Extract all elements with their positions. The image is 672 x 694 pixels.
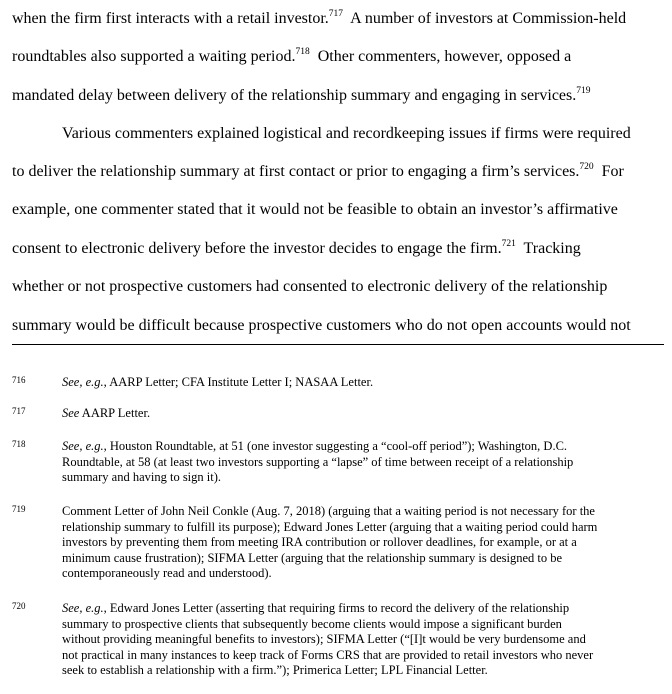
footnote-text: AARP Letter.	[79, 406, 151, 420]
body-line-4	[62, 125, 631, 143]
footnote-ref-717[interactable]: 717	[328, 9, 344, 19]
footnote-number: 720	[12, 601, 26, 611]
body-text: Other commenters, however, opposed a	[309, 48, 572, 65]
footnote-718	[12, 439, 664, 486]
footnote-719	[12, 504, 664, 582]
footnote-line: Roundtable, at 58 (at least two investors supporting a “lapse” of time between receipt of a relationship	[62, 454, 574, 469]
signal-word: See, e.g.	[62, 375, 104, 389]
body-line-9	[12, 317, 631, 335]
footnote-line	[62, 601, 664, 617]
signal-word: See, e.g.	[62, 601, 104, 615]
body-text: consent to electronic delivery before the investor decides to engage the firm.	[12, 240, 502, 257]
body-line-5	[12, 163, 624, 181]
footnote-ref-719[interactable]: 719	[576, 86, 591, 96]
body-line-2	[12, 48, 571, 66]
body-line-1	[12, 10, 626, 28]
footnote-ref-720[interactable]: 720	[579, 162, 594, 172]
footnote-line: contemporaneously read and understood).	[62, 566, 272, 580]
footnote-number: 716	[12, 375, 26, 385]
body-text: summary would be difficult because prospective customers who do not open accounts would not	[12, 317, 631, 334]
body-text: to deliver the relationship summary at first contact or prior to engaging a firm’s services.	[12, 163, 580, 180]
footnote-line	[62, 406, 664, 422]
footnote-line: not practical in many instances to keep track of Forms CRS that are provided to retail investors who never	[62, 647, 594, 662]
body-text: For	[593, 163, 624, 180]
body-line-8	[12, 278, 607, 296]
body-line-3	[12, 87, 591, 105]
footnote-line	[62, 439, 664, 455]
footnote-line: without providing meaningful benefits to investors); SIFMA Letter (“[I]t would be very burdensome and	[62, 632, 586, 646]
signal-word: See	[62, 406, 80, 420]
footnote-number: 717	[12, 406, 26, 416]
footnote-ref-721[interactable]: 721	[501, 239, 516, 249]
footnote-number: 718	[12, 439, 26, 449]
footnote-717	[12, 406, 664, 422]
footnote-text: , Edward Jones Letter (asserting that requiring firms to record the delivery of the relationship	[103, 601, 570, 615]
body-text: mandated delay between delivery of the relationship summary and engaging in services.	[12, 87, 577, 104]
footnote-number: 719	[12, 504, 26, 514]
footnote-line: relationship summary to fulfill its purpose); Edward Jones Letter (arguing that a waiting period could harm	[62, 519, 598, 534]
footnote-line	[62, 375, 664, 391]
body-text: Various commenters explained logistical and recordkeeping issues if firms were required	[62, 125, 631, 142]
footnote-720	[12, 601, 664, 679]
footnote-text: , AARP Letter; CFA Institute Letter I; NASAA Letter.	[103, 375, 374, 389]
footnote-716	[12, 375, 664, 391]
footnote-line: investors by preventing them from meeting IRA contribution or rollover deadlines, for example, or at a	[62, 535, 577, 549]
body-line-6	[12, 201, 618, 219]
body-line-7	[12, 240, 581, 258]
body-text: whether or not prospective customers had consented to electronic delivery of the relationship	[12, 278, 608, 295]
footnote-divider	[12, 344, 664, 345]
body-text: Tracking	[515, 240, 581, 257]
signal-word: See, e.g.	[62, 439, 104, 453]
footnote-line: summary and having to sign it).	[62, 470, 222, 484]
footnote-ref-718[interactable]: 718	[295, 47, 310, 57]
body-text: A number of investors at Commission-held	[343, 10, 627, 27]
footnote-line: Comment Letter of John Neil Conkle (Aug. 7, 2018) (arguing that a waiting period is not necessary for the	[62, 504, 595, 518]
body-text: when the firm first interacts with a retail investor.	[12, 10, 329, 27]
body-text: example, one commenter stated that it would not be feasible to obtain an investor’s affirmative	[12, 201, 618, 218]
footnote-text: , Houston Roundtable, at 51 (one investor suggesting a “cool-off period”); Washington, D.C.	[103, 439, 568, 453]
footnote-line: seek to establish a relationship with a firm.”); Primerica Letter; LPL Financial Letter.	[62, 663, 488, 677]
footnote-line: summary to prospective clients that subsequently become clients would impose a significant burden	[62, 616, 562, 631]
body-text: roundtables also supported a waiting period.	[12, 48, 296, 65]
footnote-line: minimum cause frustration); SIFMA Letter (arguing that the relationship summary is designed to be	[62, 550, 563, 565]
